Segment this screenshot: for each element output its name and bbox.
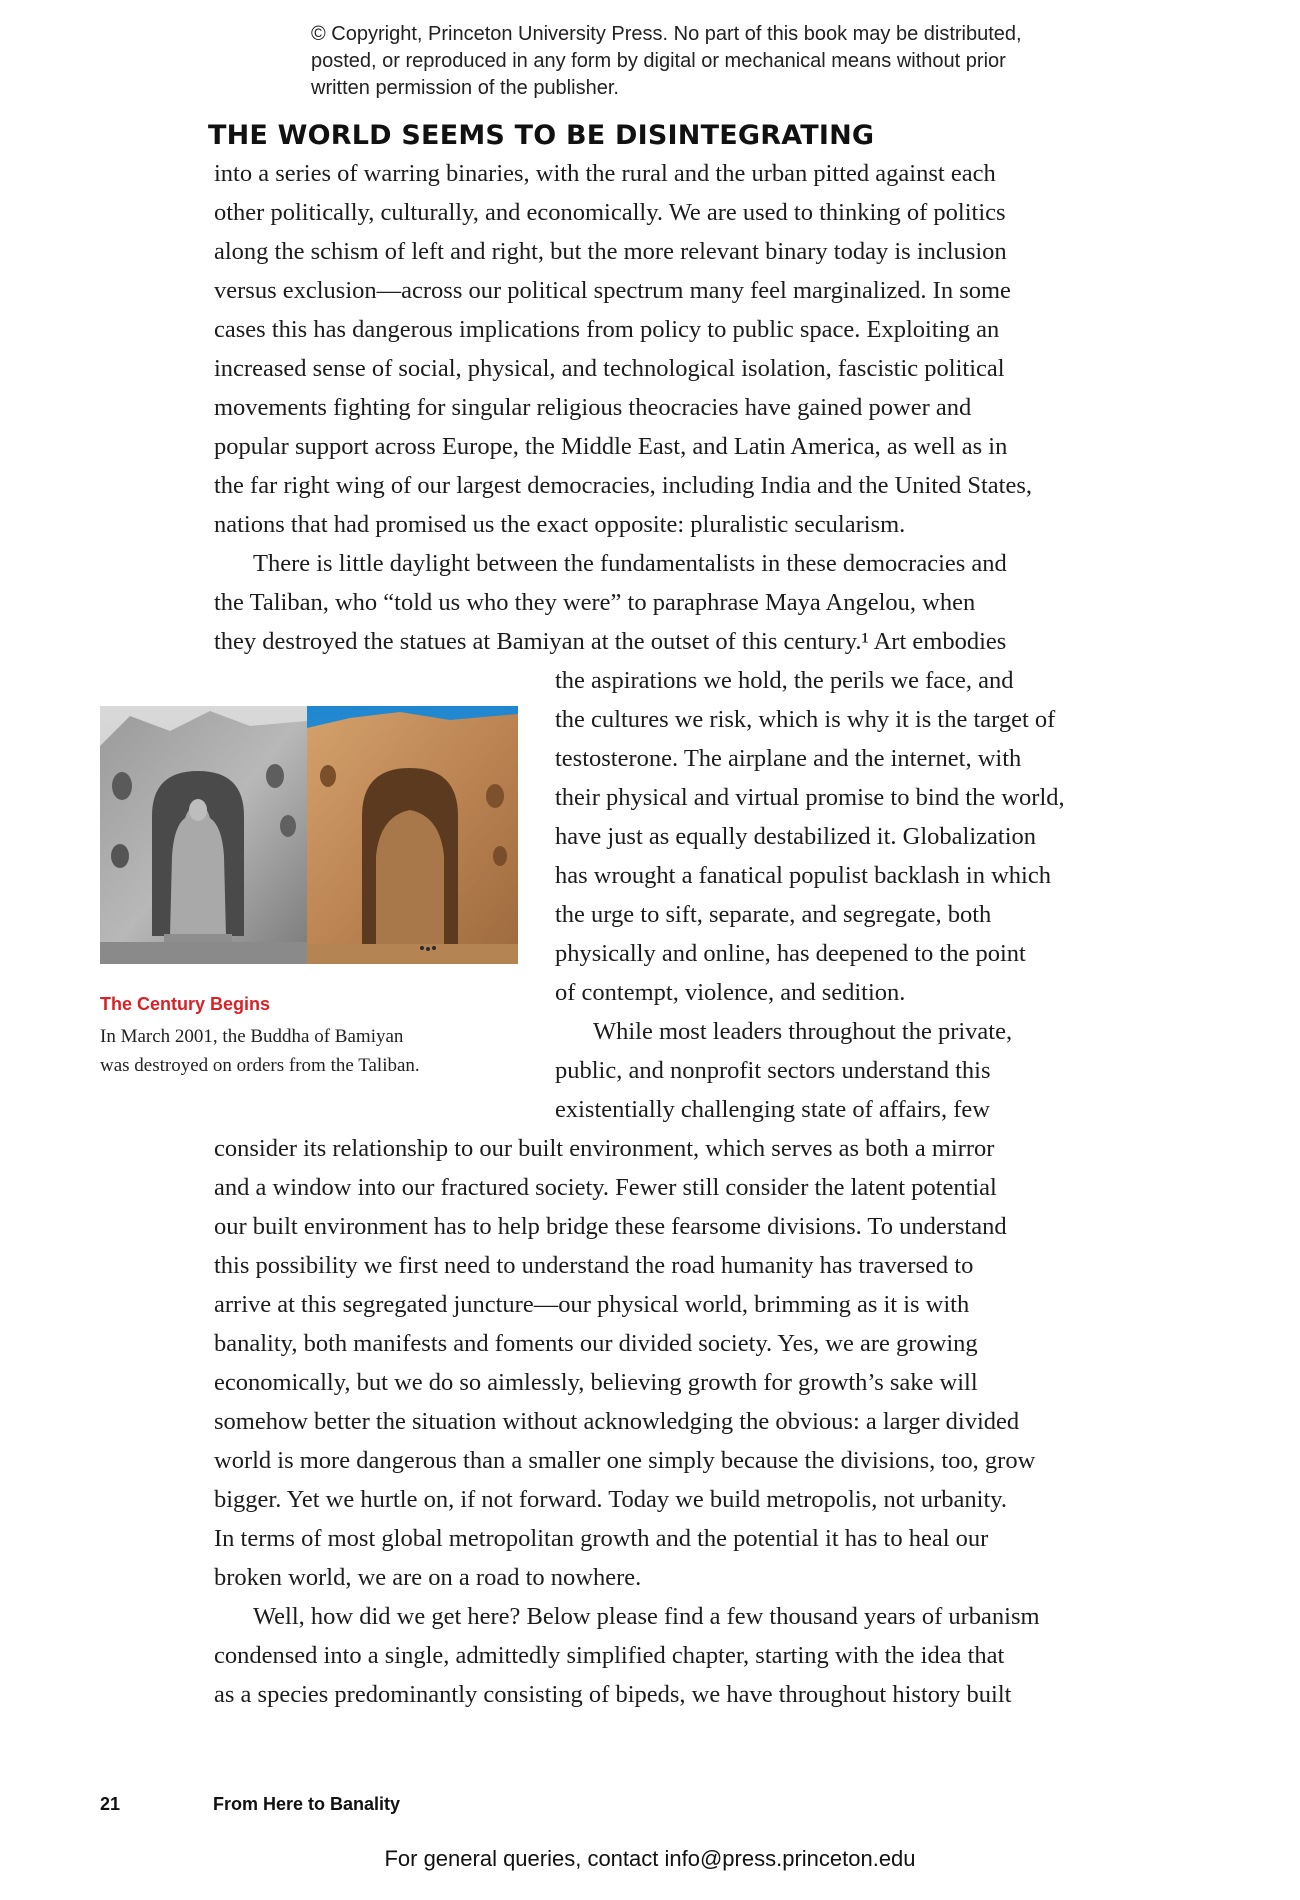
body-line: along the schism of left and right, but the more relevant binary today is inclusion	[214, 238, 1007, 265]
body-line: economically, but we do so aimlessly, believing growth for growth’s sake will	[214, 1369, 978, 1396]
body-line: broken world, we are on a road to nowhere.	[214, 1564, 642, 1591]
body-line: banality, both manifests and foments our divided society. Yes, we are growing	[214, 1330, 978, 1357]
body-line: their physical and virtual promise to bind the world,	[555, 784, 1065, 811]
body-line: public, and nonprofit sectors understand this	[555, 1057, 991, 1084]
body-line: somehow better the situation without acknowledging the obvious: a larger divided	[214, 1408, 1020, 1435]
body-line: our built environment has to help bridge these fearsome divisions. To understand	[214, 1213, 1007, 1240]
body-line: they destroyed the statues at Bamiyan at the outset of this century.¹ Art embodies	[214, 628, 1007, 655]
body-line: While most leaders throughout the private,	[593, 1018, 1013, 1045]
body-line: have just as equally destabilized it. Globalization	[555, 823, 1037, 850]
figure-caption-title: The Century Begins	[100, 994, 271, 1014]
body-line: the cultures we risk, which is why it is the target of	[555, 706, 1056, 733]
contact-footer: For general queries, contact info@press.princeton.edu	[384, 1846, 916, 1871]
body-line: of contempt, violence, and sedition.	[555, 979, 906, 1006]
body-line: arrive at this segregated juncture—our physical world, brimming as it is with	[214, 1291, 970, 1318]
body-line: into a series of warring binaries, with the rural and the urban pitted against each	[214, 160, 996, 187]
body-line: world is more dangerous than a smaller one simply because the divisions, too, grow	[214, 1447, 1036, 1474]
body-line: the aspirations we hold, the perils we face, and	[555, 667, 1014, 694]
copyright-notice: © Copyright, Princeton University Press. No part of this book may be distributed, posted, or reproduced in any form by digital or mechanical means without prior written permission of the publisher.	[311, 23, 1022, 99]
body-line: testosterone. The airplane and the internet, with	[555, 745, 1022, 772]
body-line: this possibility we first need to understand the road humanity has traversed to	[214, 1252, 974, 1279]
body-line: and a window into our fractured society. Fewer still consider the latent potential	[214, 1174, 997, 1201]
body-line: increased sense of social, physical, and technological isolation, fascistic political	[214, 355, 1005, 382]
body-line: the Taliban, who “told us who they were” to paraphrase Maya Angelou, when	[214, 589, 976, 616]
body-line: as a species predominantly consisting of bipeds, we have throughout history built	[214, 1681, 1012, 1708]
bamiyan-buddha-photo	[100, 706, 518, 964]
body-line: cases this has dangerous implications from policy to public space. Exploiting an	[214, 316, 1000, 343]
body-line: versus exclusion—across our political spectrum many feel marginalized. In some	[214, 277, 1011, 304]
body-line: bigger. Yet we hurtle on, if not forward. Today we build metropolis, not urbanity.	[214, 1486, 1008, 1513]
body-line: physically and online, has deepened to the point	[555, 940, 1026, 967]
section-heading: THE WORLD SEEMS TO BE DISINTEGRATING	[208, 120, 875, 151]
running-title: From Here to Banality	[213, 1794, 401, 1814]
page-number: 21	[100, 1794, 121, 1814]
body-line: movements fighting for singular religious theocracies have gained power and	[214, 394, 972, 421]
body-line: In terms of most global metropolitan growth and the potential it has to heal our	[214, 1525, 989, 1552]
body-line: There is little daylight between the fundamentalists in these democracies and	[253, 550, 1007, 577]
body-line: consider its relationship to our built environment, which serves as both a mirror	[214, 1135, 995, 1162]
body-line: the urge to sift, separate, and segregate, both	[555, 901, 992, 928]
figure-caption-line: was destroyed on orders from the Taliban.	[100, 1055, 420, 1076]
body-line: the far right wing of our largest democracies, including India and the United States,	[214, 472, 1033, 499]
figure-caption	[100, 1022, 500, 1080]
figure-caption-line: In March 2001, the Buddha of Bamiyan	[100, 1026, 404, 1047]
body-line: condensed into a single, admittedly simplified chapter, starting with the idea that	[214, 1642, 1005, 1669]
body-line: Well, how did we get here? Below please find a few thousand years of urbanism	[253, 1603, 1040, 1630]
body-line: nations that had promised us the exact opposite: pluralistic secularism.	[214, 511, 906, 538]
body-line: other politically, culturally, and economically. We are used to thinking of politics	[214, 199, 1006, 226]
body-line: existentially challenging state of affairs, few	[555, 1096, 990, 1123]
body-line: popular support across Europe, the Middle East, and Latin America, as well as in	[214, 433, 1008, 460]
body-line: has wrought a fanatical populist backlash in which	[555, 862, 1051, 889]
